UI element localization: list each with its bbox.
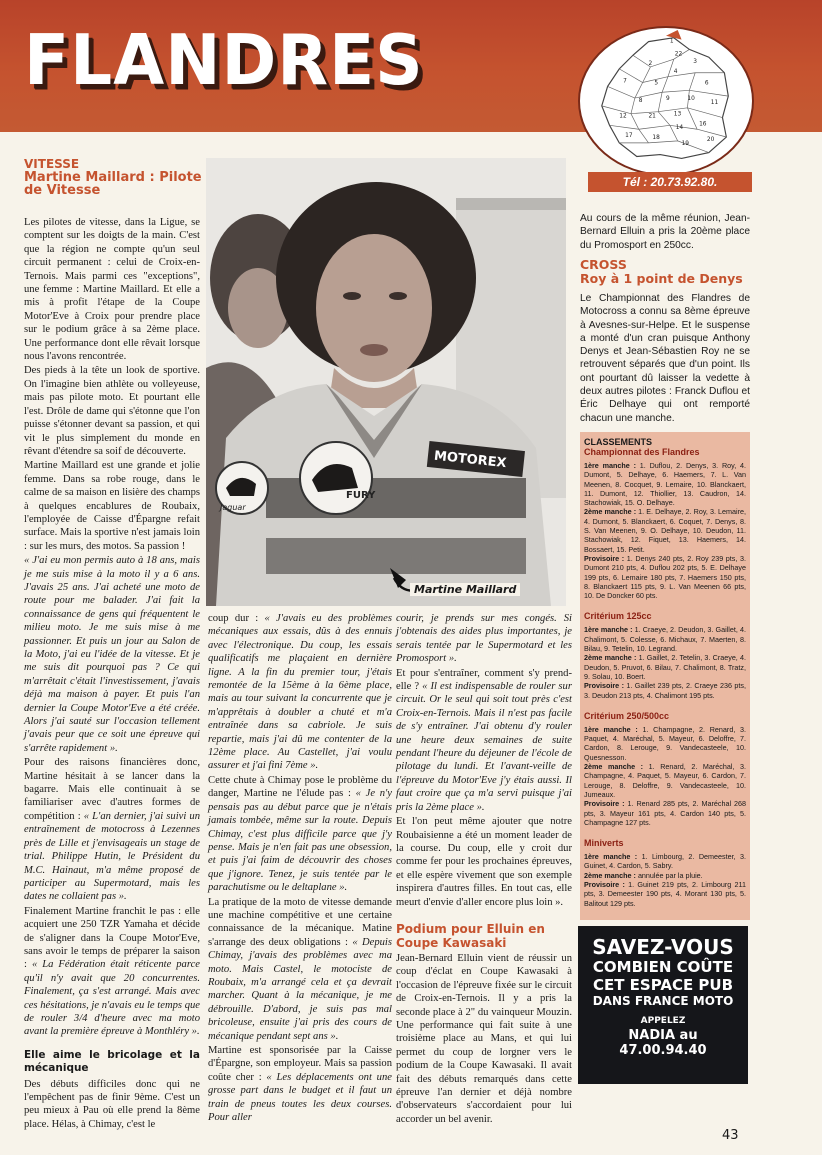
map-label: 20 (706, 136, 715, 143)
quote: « Les déplacements ont une grosse part dans le budget et il faut un train de pneus toutes les deux courses. Pour aller (208, 1071, 392, 1124)
map-label: 22 (674, 51, 683, 58)
results-line (584, 625, 746, 653)
paragraph: Des débuts difficiles donc qui ne l'empêchent pas de finir 9ème. C'est un peu mieux à Pau où elle prend la 8ème place. Hélas, à Chimay, c'est le (24, 1078, 200, 1130)
page-number: 43 (722, 1128, 739, 1143)
quote: « Je n'y pensais pas au début parce que je n'étais jamais tombée, même sur la route. Depuis Chimay, c'est plus difficile parce que j'y pense. Mais je n'en fait pas une obsession, et puis j'ai faim de découvrir des choses que j'ignore. Tenez, je suis tentée par le parachutisme ou le deltaplane ». (208, 788, 393, 894)
map-label: 17 (625, 133, 633, 140)
map-label: 11 (710, 99, 719, 106)
map-label: 7 (623, 78, 627, 85)
paragraph: Martine Maillard est une grande et jolie femme. Dans sa robe rouge, dans le calme de sa maison en lisière des champs à quelques encablures de Roubaix, l'employée de Caisse d'Épargne refait surface. Mais la sportive n'est jamais loin : sur les murs, des motos. Sa passion ! (24, 460, 200, 552)
quote: courir, je prends sur mes congés. Si j'obtenais des aides plus importantes, je serais tentée par le Supermotard et les Promosport ». (396, 613, 572, 665)
map-label: 18 (652, 134, 660, 141)
results-line (584, 871, 746, 880)
map-label: 14 (675, 125, 684, 132)
results-label: 2ème manche : (584, 507, 637, 517)
badge-text: MOTOREX (433, 448, 508, 472)
results-label: Provisoire : (584, 879, 625, 889)
results-text: 1. Duflou, 2. Denys, 3. Roy, 4. Dumont, 5. Delhaye, 6. Haemers, 7. L. Van Meenen, 8. Cocquet, 9. Lemaire, 10. Blanckaert, 11. Dumont, 12. Thiollier, 13. Caudron, 14. Stachowiak, 15. O. Delhaye. (584, 461, 746, 508)
subheading: Elle aime le bricolage et la mécanique (24, 1048, 200, 1075)
map-label: 4 (673, 68, 678, 75)
results-line (584, 554, 746, 600)
ad-line: SAVEZ-VOUS (592, 935, 734, 959)
results-line (584, 461, 746, 507)
results-line (584, 880, 746, 908)
results-label: 1ère manche : (584, 625, 633, 635)
results-text: 1. Renard, 2. Maréchal, 3. Champagne, 4. Paquet, 5. Mayeur, 6. Cardon, 7. Lerouge, 8. Deloffre, 9. Vandecasteele, 10. Jumeaux. (584, 762, 746, 799)
cross-article (580, 292, 750, 426)
paragraph: Au cours de la même réunion, Jean-Bernard Elluin a pris la 20ème place du Promosport en 250cc. (580, 213, 750, 251)
paragraph-text: Pour des raisons financières donc, Martine hésitait à se lancer dans la bagarre. Mais elle continuait à se familiariser avec d'autres formes de compétition : (24, 757, 200, 822)
region-map (578, 26, 754, 176)
results-text: 1. Guinet 219 pts, 2. Limbourg 211 pts, 3. Demeester 190 pts, 4. Morant 130 pts, 5. Balitout 129 pts. (584, 879, 747, 908)
results-text: 1. E. Delhaye, 2. Roy, 3. Lemaire, 4. Dumont, 5. Blanckaert, 6. Coquet, 7. Denys, 8. S. Van Meenen, 9. O. Delhaye, 10. Deudon, 11. Stachowiak, 12. Fiquet, 13. Haemers, 14. Bossaert, 15. Petit. (584, 507, 746, 554)
results-heading: Championnat des Flandres (584, 447, 700, 457)
map-label: 12 (619, 113, 627, 120)
results-label: 2ème manche : (584, 653, 637, 663)
results-label: Provisoire : (584, 799, 625, 809)
advertisement-box (578, 926, 748, 1084)
article-column-2 (208, 612, 392, 1125)
paragraph (396, 667, 572, 814)
badge-text: Jaguar (220, 503, 246, 512)
map-label: 13 (673, 111, 682, 118)
results-label: 2ème manche : (584, 870, 636, 880)
quote: « Il est indispensable de rouler sur circuit. Or le seul qui soit tout près c'est Croix-en-Ternois. Mais il n'est pas facile de s'y entraîner. J'ai obtenu d'y rouler une heure deux semaines de suite pendant l'heure du déjeuner de l'école de pilotage du lundi. Et l'avant-veille de l'épreuve du Motor'Eve j'y étais aussi. Il faut croire que ça m'a servi puisque j'ai pris la 2ème place ». (396, 681, 572, 813)
article-column-3 (396, 612, 572, 910)
paragraph (24, 905, 200, 1039)
results-line (584, 762, 746, 799)
quote: « J'avais eu des problèmes mécaniques aux essais, dûs à des ennuis avec l'électronique. Du coup, les essais qualificatifs me plaçaient en dernière ligne. A la fin du premier tour, j'étais remontée de la 15ème à la 6ème place, mais au tour suivant la concurrente que je m'apprêtais à doubler a chuté et m'a entraînée dans sa cabriole. Je suis repartie, mais j'ai dû me contenter de la 12ème place. Au Castellet, j'ai voulu assurer et j'ai fini 7ème ». (208, 613, 392, 772)
ad-line: APPELEZ (640, 1016, 686, 1026)
results-text: 1. Renard 285 pts, 2. Maréchal 268 pts, 3. Mayeur 161 pts, 4. Cardon 140 pts, 5. Champagne 127 pts. (584, 799, 746, 827)
map-label: 8 (638, 97, 643, 104)
results-label: Provisoire : (584, 681, 624, 691)
ad-line: NADIA au (628, 1028, 698, 1043)
map-label: 5 (654, 80, 659, 87)
article-column-4 (580, 212, 750, 253)
paragraph-text: Finalement Martine franchit le pas : elle acquiert une 250 TZR Yamaha et décide de s'aligner dans la Coupe Motor'Eve, sans avoir le temps de préparer la saison : (24, 905, 200, 971)
results-heading: Miniverts (584, 838, 624, 849)
map-label: 9 (666, 96, 670, 103)
map-label: 1 (669, 38, 674, 45)
quote: « L'an dernier, j'ai suivi un entraînement de motocross à Lezennes près de Lille et j'envisageais un stage de trial. Philippe Hutin, le Président du M.C. Hainaut, m'a même proposé de participer au Supermotard, mais les dates ne collaient pas ». (24, 810, 200, 903)
results-text: annulée par la pluie. (637, 870, 703, 880)
paragraph: Le Championnat des Flandres de Motocross a connu sa 8ème épreuve à Avesnes-sur-Helpe. Et le suspense a monté d'un cran puisque Anthony Denys et Jean-Sébastien Roy ne se retrouvent séparés que d'un point. Ils ont pourtant dû laisser la vedette à deux autres pilotes : Franck Duflou et Éric Delhaye qui ont remporté chacun une manche. (580, 293, 750, 424)
results-label: Provisoire : (584, 553, 625, 563)
portrait-photo (206, 158, 566, 606)
results-label: 1ère manche : (584, 461, 636, 470)
paragraph (24, 756, 200, 903)
paragraph: Jean-Bernard Elluin vient de réussir un coup d'éclat en Coupe Kawasaki à l'occasion de l'épreuve fixée sur le circuit de Croix-en-Ternois. Il y a pris la seconde place à 2" du vainqueur Mouzin. Une performance qui fait suite à une troisième place au Mans, et qui lui permet du coup de lorgner vers le podium de la Coupe Kawasaki. Il avait fait des débuts remarqués dans cette épreuve l'an dernier et déjà nombre d'observateurs s'accordaient pour lui accorder un bel avenir. (396, 953, 572, 1125)
paragraph-text: coup dur : (208, 613, 259, 624)
badge-text: FURY (346, 490, 376, 501)
results-line (584, 653, 746, 681)
map-label: 21 (648, 113, 656, 120)
paragraph: Des pieds à la tête un look de sportive. On l'imagine bien athlète ou volleyeuse, mais pas pilote moto. Et pourtant elle l'est. Drôle de dame qui s'étonne que l'on puisse s'étonner devant sa passion, et qui vit le plus simplement du monde en rêvant d'étendre sa soif de découverte. (24, 365, 200, 457)
paragraph (208, 774, 392, 895)
results-line (584, 852, 746, 871)
paragraph (208, 896, 392, 1043)
cross-title: Roy à 1 point de Denys (580, 271, 743, 286)
vitesse-kicker: VITESSE (24, 157, 80, 171)
map-label: 6 (704, 80, 709, 87)
results-label: 2ème manche : (584, 762, 644, 772)
results-text: 1. Champagne, 2. Renard, 3. Paquet, 4. Maréchal, 5. Mayeur, 6. Deloffre, 7. Cardon, 8. Lerouge, 9. Vandecasteele, 10. Quesnesson. (584, 724, 747, 762)
results-line (584, 681, 746, 700)
paragraph-text: Martine est sponsorisée par la Caisse d'Épargne, son employeur. Mais sa passion coûte cher : (208, 1045, 392, 1083)
cross-kicker: CROSS (580, 257, 627, 272)
map-label: 2 (648, 60, 653, 67)
results-text: 1. Gaillet 239 pts, 2. Craeye 236 pts, 3. Deudon 213 pts, 4. Chalimont 195 pts. (584, 681, 746, 700)
quote: « La Fédération était réticente parce qu'il n'y avait que 20 concurrentes. Finalement, ça s'est arrangé. Mais avec ces hésitations, je n'avais eu le temps que de rouler 3/4 d'heure avec ma moto avant la première épreuve à Monthléry ». (24, 959, 200, 1038)
map-label: 19 (681, 140, 689, 147)
region-map-drawing (580, 28, 752, 174)
paragraph (208, 1044, 392, 1124)
ad-line: CET ESPACE PUB (592, 976, 734, 994)
map-label: 16 (699, 121, 707, 128)
results-label: 1ère manche : (584, 724, 638, 734)
results-heading: Critérium 250/500cc (584, 710, 670, 721)
photo-caption: Martine Maillard (410, 583, 520, 596)
results-line (584, 799, 746, 827)
ad-line: DANS FRANCE MOTO (592, 994, 734, 1008)
paragraph: Les pilotes de vitesse, dans la Ligue, se comptent sur les doigts de la main. C'est que la région ne compte qu'un seul circuit permanent : celui de Croix-en-Ternois. Mais parmi ces "exceptions", une femme : Martine Maillard. Et elle a mis à profit l'étape de la Coupe Motor'Eve à Croix pour prendre place sur le podium grâce à sa 2ème place. Une performance dont elle rêvait lorsque nous l'avons rencontrée. (24, 217, 200, 363)
map-label: 10 (687, 96, 695, 103)
portrait-illustration (206, 158, 566, 606)
quote: « J'ai eu mon permis auto à 18 ans, mais je me suis mise à la moto il y a 6 ans. J'avais 25 ans. J'ai acheté une moto de route pour me balader. J'ai fait la connaissance de gens qui fréquentent le milieu moto. Je me suis mise à me passionner. Et puis un jour au Salon de la Moto, j'ai eu l'idée de la vitesse. Et je me suis dit pourquoi pas ? Ce qui m'arrêtait c'était l'investissement, j'avais déjà ma maison à payer. Et puis l'an dernier la Coupe Motor'Eve a été créée. Alors j'ai sauté sur l'occasion tellement j'avais peur que ce soit une épreuve qui s'arrête rapidement ». (24, 555, 200, 754)
cross-headline (580, 258, 750, 286)
results-title: CLASSEMENTS (584, 437, 653, 447)
vitesse-title: Martine Maillard : Pilote de Vitesse (24, 170, 202, 198)
paragraph-text: Cette chute à Chimay pose le problème du danger, Martine ne l'élude pas : (208, 774, 392, 800)
ad-line: COMBIEN COÛTE (592, 958, 734, 976)
results-line (584, 507, 746, 553)
results-text: 1. Limbourg, 2. Demeester, 3. Guinet, 4. Cardon, 5. Sabry. (584, 852, 747, 871)
article-column-1 (24, 216, 200, 1132)
paragraph-text: La pratique de la moto de vitesse demande une machine compétitive et une certaine connaissance de la mécanique. Matine s'arrange des deux obligations : (208, 896, 392, 948)
quote: « Depuis Chimay, j'avais des problèmes avec ma moto. Mais Castel, le motociste de Roubaix, m'a arrangé cela et ça devrait marcher. Quant à la mécanique, je me débrouille. D'abord, je suis pas mal bricoleuse, ensuite j'ai pris des cours de mécanique pendant sept ans ». (208, 936, 392, 1042)
paragraph-text: Et pour s'entraîner, comment s'y prend-elle ? (396, 667, 572, 693)
results-text: 1. Craeye, 2. Deudon, 3. Gaillet, 4. Chalimont, 5. Colesse, 6. Michaux, 7. Maerten, 8. Bilau, 9. Tetelin, 10. Legrand. (584, 625, 746, 654)
results-label: 1ère manche : (584, 852, 638, 862)
podium-headline: Podium pour Elluin en Coupe Kawasaki (396, 922, 545, 950)
podium-article (396, 952, 572, 1127)
ad-phone: 47.00.94.40 (619, 1043, 707, 1058)
results-text: 1. Denys 240 pts, 2. Roy 239 pts, 3. Dumont 210 pts, 4. Duflou 202 pts, 5. E. Delhaye 199 pts, 6. Lemaire 180 pts, 7. Haemers 150 pts, 8. Blanckaert 115 pts, 9. L. Van Meenen 66 pts, 10. De Doncker 60 pts. (584, 553, 747, 601)
results-heading: Critérium 125cc (584, 611, 652, 622)
results-box (580, 432, 750, 920)
results-text: 1. Gaillet, 2. Tetelin, 3. Craeye, 4. Deudon, 5. Pruvot, 6. Bilau, 7. Chalimont, 8. Tratz, 9. Solau, 10. Boert. (584, 653, 747, 681)
paragraph (208, 612, 392, 773)
section-title: FLANDRES (24, 20, 424, 101)
map-label: 3 (693, 59, 697, 66)
results-line (584, 725, 746, 762)
vitesse-headline (24, 158, 204, 197)
phone-number: Tél : 20.73.92.80. (588, 172, 752, 192)
paragraph: Et l'on peut même ajouter que notre Roubaisienne a été un moment leader de la course. Du coup, elle y croit dur comme fer pour les prochaines épreuves, et elle espère vivement que son exemple inspirera d'autres filles. En tout cas, elle meurt d'envie d'aller encore plus loin ». (396, 816, 572, 908)
